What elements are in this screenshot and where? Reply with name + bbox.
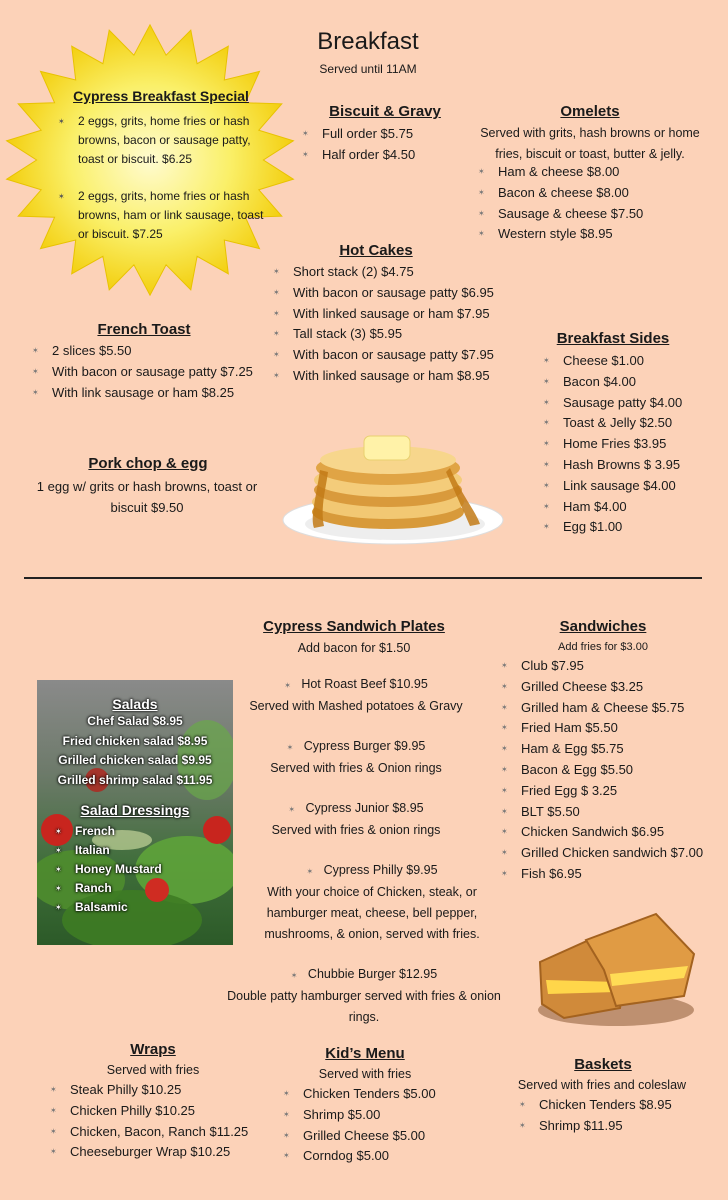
kids-menu-title: Kid’s Menu bbox=[325, 1045, 405, 1062]
list-item: ✶ Full order $5.75 bbox=[300, 124, 415, 145]
plate-desc: Served with fries & onion rings bbox=[271, 823, 441, 837]
list-item: ✶ Grilled Chicken sandwich $7.00 bbox=[499, 843, 703, 864]
list-item: ✶ Western style $8.95 bbox=[476, 224, 643, 245]
list-item: ✶ Ham $4.00 bbox=[541, 497, 682, 518]
list-item: ✶ Balsamic bbox=[51, 898, 233, 917]
kids-menu-note: Served with fries bbox=[318, 1067, 412, 1081]
plate-item: ✶ Chubbie Burger $12.95 Double patty hamburger served with fries & onion rings. bbox=[214, 964, 514, 1028]
hot-cakes-title: Hot Cakes bbox=[339, 242, 413, 259]
plate-desc: Served with fries & Onion rings bbox=[270, 761, 442, 775]
pork-chop-note: 1 egg w/ grits or hash browns, toast or biscuit $9.50 bbox=[36, 479, 258, 515]
list-item: ✶ Egg $1.00 bbox=[541, 517, 682, 538]
list-item: ✶ Short stack (2) $4.75 bbox=[271, 262, 494, 283]
list-item: ✶ Half order $4.50 bbox=[300, 145, 415, 166]
baskets-note: Served with fries and coleslaw bbox=[517, 1078, 687, 1092]
sandwich-plates-title: Cypress Sandwich Plates bbox=[263, 618, 445, 635]
pork-chop-title: Pork chop & egg bbox=[88, 455, 208, 472]
list-item: ✶ Bacon $4.00 bbox=[541, 372, 682, 393]
list-item: ✶ Corndog $5.00 bbox=[281, 1146, 436, 1167]
list-item: ✶ Sausage patty $4.00 bbox=[541, 393, 682, 414]
dressings-list bbox=[51, 822, 233, 917]
sandwiches-note: Add fries for $3.00 bbox=[558, 641, 648, 653]
breakfast-sides-title: Breakfast Sides bbox=[556, 330, 670, 347]
list-item: ✶ Chicken Philly $10.25 bbox=[48, 1101, 248, 1122]
list-item: ✶ Ham & Egg $5.75 bbox=[499, 739, 703, 760]
salad-item: Grilled shrimp salad $11.95 bbox=[57, 772, 213, 787]
list-item: ✶ Bacon & cheese $8.00 bbox=[476, 183, 643, 204]
list-item: ✶ French bbox=[51, 822, 233, 841]
list-item: ✶ With link sausage or ham $8.25 bbox=[30, 383, 253, 404]
list-item: ✶ Bacon & Egg $5.50 bbox=[499, 760, 703, 781]
list-item: ✶ Chicken Tenders $5.00 bbox=[281, 1084, 436, 1105]
sandwiches-list bbox=[499, 656, 703, 885]
sandwiches-title: Sandwiches bbox=[559, 618, 647, 635]
list-item: ✶ With bacon or sausage patty $7.95 bbox=[271, 345, 494, 366]
dressings-title: Salad Dressings bbox=[80, 802, 190, 818]
list-item: ✶ Hash Browns $ 3.95 bbox=[541, 455, 682, 476]
wraps-note: Served with fries bbox=[106, 1063, 200, 1077]
salads-title: Salads bbox=[112, 696, 158, 712]
hot-cakes-list bbox=[271, 262, 494, 387]
list-item: ✶ 2 slices $5.50 bbox=[30, 341, 253, 362]
plate-name: Hot Roast Beef $10.95 bbox=[301, 677, 428, 691]
list-item: ✶ Home Fries $3.95 bbox=[541, 434, 682, 455]
plate-name: Chubbie Burger $12.95 bbox=[307, 967, 438, 981]
list-item: ✶ Chicken Tenders $8.95 bbox=[517, 1095, 672, 1116]
plate-desc: Served with Mashed potatoes & Gravy bbox=[249, 699, 463, 713]
salad-item: Grilled chicken salad $9.95 bbox=[58, 753, 212, 767]
breakfast-sides-list bbox=[541, 351, 682, 538]
plate-name: Cypress Junior $8.95 bbox=[305, 801, 424, 815]
biscuit-gravy-list bbox=[300, 124, 415, 166]
baskets-title: Baskets bbox=[574, 1056, 632, 1073]
wraps-title: Wraps bbox=[130, 1041, 176, 1058]
special-item: ✶ 2 eggs, grits, home fries or hash browns, bacon or sausage patty, toast or biscuit. $6.25 bbox=[56, 112, 266, 169]
plate-item: ✶ Cypress Philly $9.95 With your choice of Chicken, steak, or hamburger meat, cheese, bell pepper, mushrooms, & onion, served with fries. bbox=[252, 860, 492, 945]
plate-name: Cypress Philly $9.95 bbox=[323, 863, 438, 877]
list-item: ✶ Grilled Cheese $5.00 bbox=[281, 1126, 436, 1147]
biscuit-gravy-title: Biscuit & Gravy bbox=[329, 103, 441, 120]
list-item: ✶ Shrimp $5.00 bbox=[281, 1105, 436, 1126]
list-item: ✶ Cheese $1.00 bbox=[541, 351, 682, 372]
list-item: ✶ Sausage & cheese $7.50 bbox=[476, 204, 643, 225]
page-subtitle: Served until 11AM bbox=[319, 62, 417, 76]
list-item: ✶ With bacon or sausage patty $6.95 bbox=[271, 283, 494, 304]
list-item: ✶ Club $7.95 bbox=[499, 656, 703, 677]
plate-name: Cypress Burger $9.95 bbox=[303, 739, 426, 753]
pancake-image bbox=[280, 428, 506, 552]
salad-item: Fried chicken salad $8.95 bbox=[62, 733, 208, 748]
baskets-list bbox=[517, 1095, 672, 1137]
omelets-note: Served with grits, hash browns or home fries, biscuit or toast, butter & jelly. bbox=[480, 126, 700, 161]
plate-desc: Double patty hamburger served with fries & onion rings. bbox=[227, 989, 501, 1024]
list-item: ✶ Grilled Cheese $3.25 bbox=[499, 677, 703, 698]
plate-item: ✶ Cypress Burger $9.95 Served with fries & Onion rings bbox=[248, 736, 464, 779]
list-item: ✶ Steak Philly $10.25 bbox=[48, 1080, 248, 1101]
list-item: ✶ BLT $5.50 bbox=[499, 802, 703, 823]
salads-block bbox=[37, 696, 233, 917]
omelets-list bbox=[476, 162, 643, 245]
omelets-title: Omelets bbox=[560, 103, 620, 120]
special-item: ✶ 2 eggs, grits, home fries or hash browns, ham or link sausage, toast or biscuit. $7.25 bbox=[56, 187, 266, 244]
special-title: Cypress Breakfast Special bbox=[73, 88, 249, 104]
list-item: ✶ Fried Egg $ 3.25 bbox=[499, 781, 703, 802]
plate-item: ✶ Hot Roast Beef $10.95 Served with Mashed potatoes & Gravy bbox=[248, 674, 464, 717]
wraps-list bbox=[48, 1080, 248, 1163]
page-title: Breakfast bbox=[317, 28, 419, 55]
list-item: ✶ Tall stack (3) $5.95 bbox=[271, 324, 494, 345]
french-toast-title: French Toast bbox=[97, 321, 191, 338]
list-item: ✶ With linked sausage or ham $7.95 bbox=[271, 304, 494, 325]
biscuit-gravy-section bbox=[300, 103, 470, 120]
list-item: ✶ Italian bbox=[51, 841, 233, 860]
list-item: ✶ Chicken, Bacon, Ranch $11.25 bbox=[48, 1122, 248, 1143]
list-item: ✶ Fish $6.95 bbox=[499, 864, 703, 885]
sandwich-plates-note: Add bacon for $1.50 bbox=[297, 641, 411, 655]
list-item: ✶ Fried Ham $5.50 bbox=[499, 718, 703, 739]
list-item: ✶ Grilled ham & Cheese $5.75 bbox=[499, 698, 703, 719]
section-divider bbox=[24, 577, 702, 579]
salad-panel bbox=[37, 680, 233, 945]
list-item: ✶ With linked sausage or ham $8.95 bbox=[271, 366, 494, 387]
list-item: ✶ Cheeseburger Wrap $10.25 bbox=[48, 1142, 248, 1163]
list-item: ✶ Ranch bbox=[51, 879, 233, 898]
salad-item: Chef Salad $8.95 bbox=[87, 714, 183, 728]
plate-desc: With your choice of Chicken, steak, or hamburger meat, cheese, bell pepper, mushrooms, & onion, served with fries. bbox=[264, 885, 480, 941]
grilled-cheese-image bbox=[534, 910, 696, 1028]
list-item: ✶ Chicken Sandwich $6.95 bbox=[499, 822, 703, 843]
kids-menu-list bbox=[281, 1084, 436, 1167]
breakfast-special bbox=[56, 88, 266, 262]
list-item: ✶ Shrimp $11.95 bbox=[517, 1116, 672, 1137]
list-item: ✶ Ham & cheese $8.00 bbox=[476, 162, 643, 183]
french-toast-list bbox=[30, 341, 253, 403]
list-item: ✶ Link sausage $4.00 bbox=[541, 476, 682, 497]
list-item: ✶ Toast & Jelly $2.50 bbox=[541, 413, 682, 434]
list-item: ✶ With bacon or sausage patty $7.25 bbox=[30, 362, 253, 383]
plate-item: ✶ Cypress Junior $8.95 Served with fries & onion rings bbox=[248, 798, 464, 841]
list-item: ✶ Honey Mustard bbox=[51, 860, 233, 879]
